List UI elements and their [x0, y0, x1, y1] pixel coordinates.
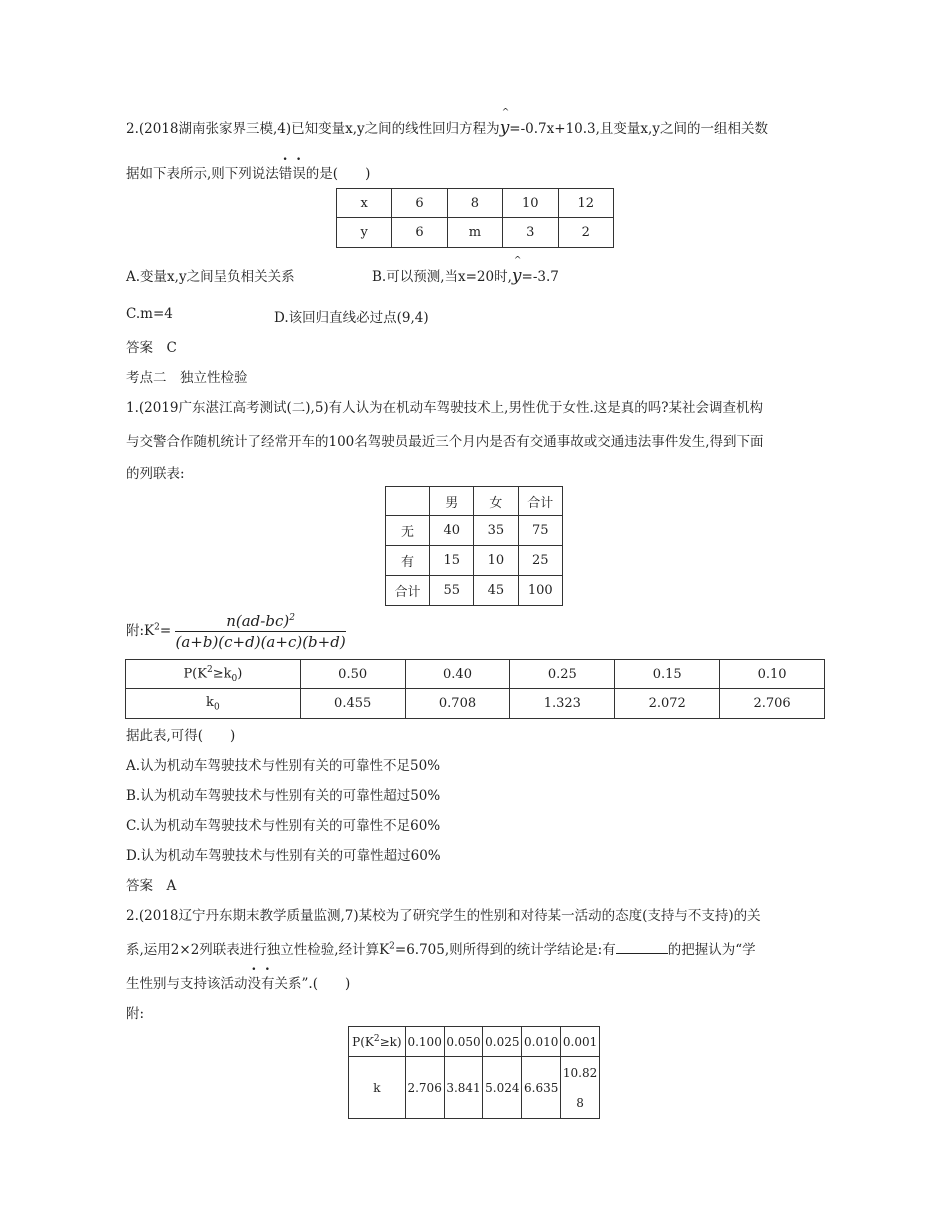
q2b-line1: 2.(2018辽宁丹东期末教学质量监测,7)某校为了研究学生的性别和对待某一活动的态度(支持与不支持)的关: [126, 908, 761, 924]
label-post: ≥k): [379, 1035, 402, 1049]
q1-option-d: D.认为机动车驾驶技术与性别有关的可靠性超过60%: [126, 848, 441, 864]
table-cell: 0.025: [483, 1027, 522, 1057]
label-sup: 2: [206, 664, 213, 675]
table-cell: 10: [474, 546, 518, 576]
table-cell: 0.40: [405, 660, 510, 689]
table-cell: 男: [430, 487, 474, 516]
table-cell: 有: [386, 546, 430, 576]
table-cell: 2.706: [720, 689, 825, 719]
table-cell: x: [337, 189, 392, 218]
table-cell: 6.635: [522, 1057, 561, 1119]
q2-line2-after: 的是( ): [305, 166, 371, 182]
formula-numerator: [175, 612, 345, 632]
table-cell: 0.10: [720, 660, 825, 689]
q1-answer: 答案 A: [126, 878, 177, 894]
q2b-line2-mid: =6.705,则所得到的统计学结论是:有: [394, 942, 616, 958]
table-cell: 5.024: [483, 1057, 522, 1119]
q1-option-c: C.认为机动车驾驶技术与性别有关的可靠性不足60%: [126, 818, 441, 834]
table-cell: 0.050: [444, 1027, 483, 1057]
table-cell: 无: [386, 516, 430, 546]
table-cell: [561, 1057, 600, 1119]
label-pre: P(K: [352, 1035, 374, 1049]
table-cell: 10: [503, 189, 558, 218]
table-row: [126, 689, 825, 719]
option-b-post: =-3.7: [521, 269, 559, 285]
q1-prompt: 据此表,可得( ): [126, 728, 236, 744]
q2b-line2-post: 的把握认为“学: [667, 942, 756, 958]
formula-label: 附:K: [126, 623, 155, 639]
table-cell: m: [447, 218, 502, 248]
y-hat: ^ y: [512, 266, 522, 286]
table-cell: 75: [518, 516, 562, 546]
section-title: 考点二 独立性检验: [126, 370, 248, 386]
option-c: C.m=4: [126, 306, 173, 322]
numerator-sup: 2: [289, 613, 295, 623]
q2b-line3-pre: 生性别与支持该活动: [126, 976, 248, 992]
q2-line2-before: 据如下表所示,则下列说法: [126, 166, 279, 182]
formula-denominator: (a+b)(c+d)(a+c)(b+d): [175, 633, 346, 651]
q1-line2: 与交警合作随机统计了经常开车的100名驾驶员最近三个月内是否有交通事故或交通违法事件发生,得到下面: [126, 434, 764, 450]
q1-line1: 1.(2019广东湛江高考测试(二),5)有人认为在机动车驾驶技术上,男性优于女性.这是真的吗?某社会调查机构: [126, 400, 764, 416]
table-cell: 6: [392, 218, 447, 248]
k2-formula: [126, 612, 346, 651]
table-row: [349, 1027, 600, 1057]
table-cell: 2.072: [615, 689, 720, 719]
table-row: [386, 516, 563, 546]
contingency-table: [385, 486, 563, 606]
emphasis-dot-char: 错: [278, 166, 293, 182]
q2-suffix: =-0.7x+10.3,且变量x,y之间的一组相关数: [509, 121, 768, 137]
q2-regression-line1: [126, 117, 768, 138]
label-pre: P(K: [183, 665, 207, 681]
q1-option-a: A.认为机动车驾驶技术与性别有关的可靠性不足50%: [126, 758, 441, 774]
q2b-line3-post: 关系”.( ): [274, 976, 351, 992]
q2b-line3: [126, 972, 350, 992]
table-cell: 1.323: [510, 689, 615, 719]
table-cell: 3: [503, 218, 558, 248]
formula-label-sup: 2: [154, 622, 160, 633]
table-cell: y: [337, 218, 392, 248]
emphasis-dot-char: 没: [247, 976, 261, 992]
table-cell: 0.455: [300, 689, 405, 719]
table-cell: k: [349, 1057, 406, 1119]
option-a: A.变量x,y之间呈负相关关系: [126, 269, 295, 285]
table-cell: 35: [474, 516, 518, 546]
formula-eq: =: [159, 623, 172, 639]
table-cell: 2: [558, 218, 613, 248]
table-cell: 0.010: [522, 1027, 561, 1057]
table-cell: [126, 660, 301, 689]
label-post: ): [237, 665, 243, 681]
q2b-fu: 附:: [126, 1006, 145, 1022]
table-cell: 45: [474, 576, 518, 606]
table-cell: 0.708: [405, 689, 510, 719]
option-b-pre: B.可以预测,当x=20时,: [372, 269, 512, 285]
table-row: [337, 189, 614, 218]
table-cell: 0.25: [510, 660, 615, 689]
table-cell: 8: [447, 189, 502, 218]
numerator-text: n(ad-bc): [226, 612, 290, 630]
q2b-line2-sup: 2: [389, 941, 395, 952]
label-mid: ≥k: [212, 665, 232, 681]
table-cell: 女: [474, 487, 518, 516]
table-cell: 合计: [386, 576, 430, 606]
table-cell: [126, 689, 301, 719]
q1-option-b: B.认为机动车驾驶技术与性别有关的可靠性超过50%: [126, 788, 441, 804]
table-row: [386, 487, 563, 516]
emphasis-dot-char: 有: [261, 976, 275, 992]
table-cell: 15: [430, 546, 474, 576]
table-cell: 0.001: [561, 1027, 600, 1057]
table-cell: 合计: [518, 487, 562, 516]
table-cell: 55: [430, 576, 474, 606]
table-row: [386, 576, 563, 606]
q1-line3: 的列联表:: [126, 466, 185, 482]
table-cell: 25: [518, 546, 562, 576]
formula-fraction: [175, 612, 345, 651]
table-cell: 6: [392, 189, 447, 218]
y-hat: ^ y: [500, 118, 510, 138]
option-b: [372, 265, 559, 286]
k2-critical-table: [125, 659, 825, 719]
cell-line-top: 10.82: [562, 1065, 598, 1080]
label-k: k: [206, 694, 214, 710]
emphasis-dot-char: 误: [292, 166, 306, 182]
table-cell: [349, 1027, 406, 1057]
table-cell: 3.841: [444, 1057, 483, 1119]
table-cell: 0.15: [615, 660, 720, 689]
table-cell: 0.50: [300, 660, 405, 689]
table-cell: 100: [518, 576, 562, 606]
table-row: [386, 546, 563, 576]
label-sup: 2: [373, 1034, 380, 1044]
table-row: [337, 218, 614, 248]
label-k-sub: 0: [213, 702, 220, 713]
table-cell: 2.706: [405, 1057, 444, 1119]
k2-table-small: [348, 1026, 600, 1119]
fill-blank: [616, 939, 668, 954]
q2b-line2-pre: 系,运用2×2列联表进行独立性检验,经计算K: [126, 942, 390, 958]
table-row: [349, 1057, 600, 1119]
table-cell: 40: [430, 516, 474, 546]
table-cell: [386, 487, 430, 516]
label-sub: 0: [231, 673, 238, 684]
q2-regression-line2: [126, 162, 370, 182]
table-cell: 12: [558, 189, 613, 218]
table-cell: 0.100: [405, 1027, 444, 1057]
q2b-line2: [126, 938, 756, 958]
table-row: [126, 660, 825, 689]
xy-data-table: [336, 188, 614, 248]
q2-prefix: 2.(2018湖南张家界三模,4)已知变量x,y之间的线性回归方程为: [126, 121, 500, 137]
cell-line-bottom: 8: [576, 1095, 584, 1110]
option-d: D.该回归直线必过点(9,4): [274, 310, 429, 326]
answer: 答案 C: [126, 340, 177, 356]
